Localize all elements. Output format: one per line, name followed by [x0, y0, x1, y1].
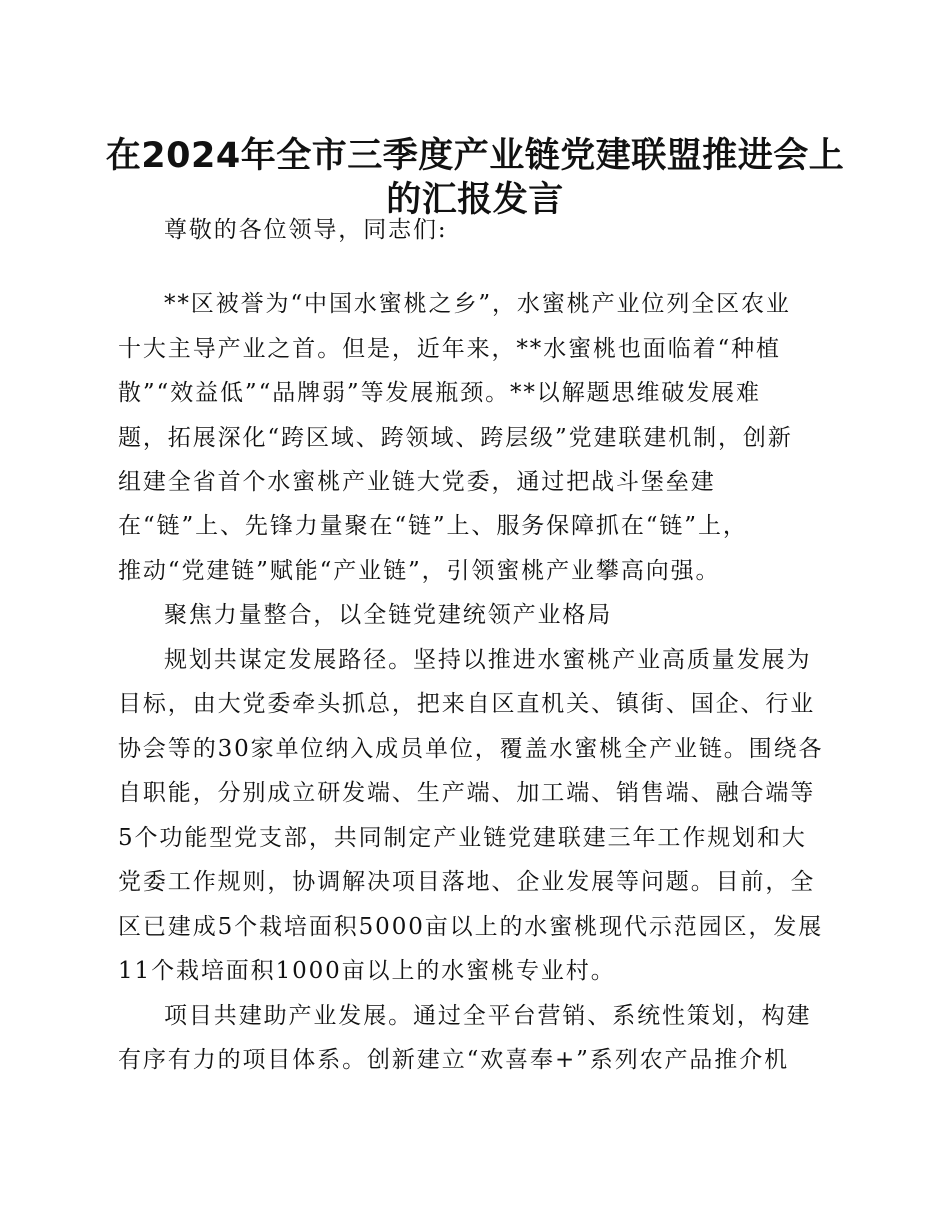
paragraph-line: 11个栽培面积1000亩以上的水蜜桃专业村。: [118, 958, 616, 984]
document-title-line-2: 的汇报发言: [386, 180, 564, 220]
paragraph-line: 自职能，分别成立研发端、生产端、加工端、销售端、融合端等: [118, 780, 816, 806]
section-heading: 聚焦力量整合，以全链党建统领产业格局: [164, 602, 613, 628]
paragraph-line: 5个功能型党支部，共同制定产业链党建联建三年工作规划和大: [118, 825, 807, 851]
paragraph-line: **区被誉为“中国水蜜桃之乡”，水蜜桃产业位列全区农业: [164, 291, 791, 317]
paragraph-line: 散”“效益低”“品牌弱”等发展瓶颈。**以解题思维破发展难: [118, 380, 761, 406]
paragraph-line: 协会等的30家单位纳入成员单位，覆盖水蜜桃全产业链。围绕各: [118, 736, 824, 762]
paragraph-line: 党委工作规则，协调解决项目落地、企业发展等问题。目前，全: [118, 869, 816, 895]
paragraph-line: 区已建成5个栽培面积5000亩以上的水蜜桃现代示范园区，发展: [118, 914, 824, 940]
paragraph-line: 组建全省首个水蜜桃产业链大党委，通过把战斗堡垒建: [118, 469, 716, 495]
document-title-line-1: 在2024年全市三季度产业链党建联盟推进会上: [105, 136, 845, 176]
paragraph-line: 在“链”上、先锋力量聚在“链”上、服务保障抓在“链”上，: [118, 513, 748, 539]
paragraph-line: 目标，由大党委牵头抓总，把来自区直机关、镇街、国企、行业: [118, 691, 816, 717]
paragraph-line: 题，拓展深化“跨区域、跨领域、跨层级”党建联建机制，创新: [118, 425, 793, 451]
paragraph-line: 推动“党建链”赋能“产业链”，引领蜜桃产业攀高向强。: [118, 558, 721, 584]
paragraph-line: 规划共谋定发展路径。坚持以推进水蜜桃产业高质量发展为: [164, 647, 812, 673]
salutation: 尊敬的各位领导，同志们:: [164, 217, 448, 243]
paragraph-line: 十大主导产业之首。但是，近年来，**水蜜桃也面临着“种植: [118, 336, 781, 362]
paragraph-line: 项目共建助产业发展。通过全平台营销、系统性策划，构建: [164, 1003, 812, 1029]
paragraph-line: 有序有力的项目体系。创新建立“欢喜奉+”系列农产品推介机: [118, 1047, 789, 1073]
